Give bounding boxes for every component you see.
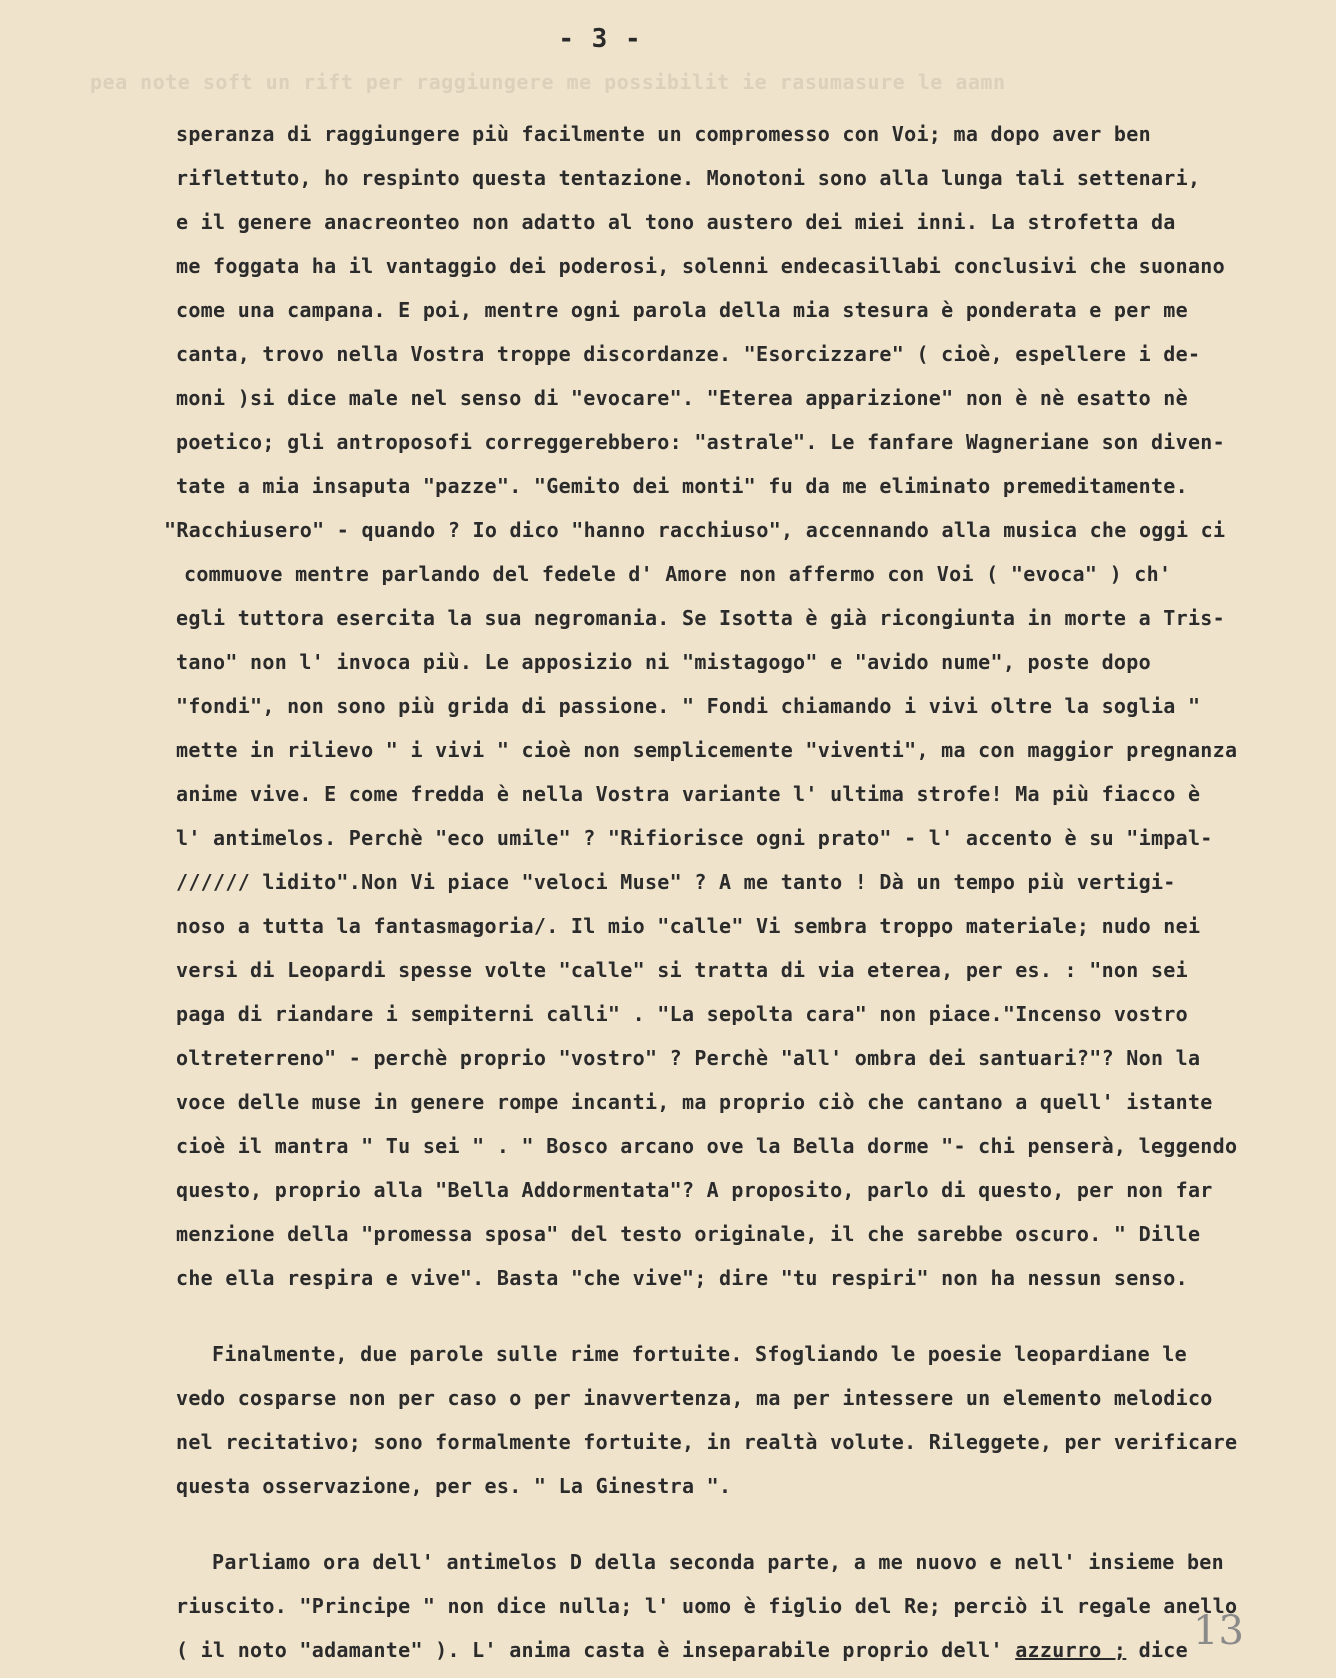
text-line: mette in rilievo " i vivi " cioè non semplicemente "viventi", ma con maggior pregnanza bbox=[176, 738, 1238, 762]
text-line: che ella respira e vive". Basta "che vive"; dire "tu respiri" non ha nessun senso. bbox=[176, 1266, 1188, 1290]
text-line: questo, proprio alla "Bella Addormentata"? A proposito, parlo di questo, per non far bbox=[176, 1178, 1213, 1202]
text-line: me foggata ha il vantaggio dei poderosi, solenni endecasillabi conclusivi che suonano bbox=[176, 254, 1225, 278]
text-line: tate a mia insaputa "pazze". "Gemito dei monti" fu da me eliminato premeditamente. bbox=[176, 474, 1188, 498]
text-line: moni )si dice male nel senso di "evocare". "Eterea apparizione" non è nè esatto nè bbox=[176, 386, 1188, 410]
text-line: speranza di raggiungere più facilmente un compromesso con Voi; ma dopo aver ben bbox=[176, 122, 1151, 146]
text-line: tano" non l' invoca più. Le apposizio ni "mistagogo" e "avido nume", poste dopo bbox=[176, 650, 1151, 674]
text-line: nel recitativo; sono formalmente fortuite, in realtà volute. Rileggete, per verificare bbox=[176, 1430, 1238, 1454]
body-text bbox=[164, 112, 1326, 1672]
text-line bbox=[176, 1628, 1326, 1672]
text-line: e il genere anacreonteo non adatto al tono austero dei miei inni. La strofetta da bbox=[176, 210, 1176, 234]
text-line: Finalmente, due parole sulle rime fortuite. Sfogliando le poesie leopardiane le bbox=[212, 1342, 1187, 1366]
text-line: Parliamo ora dell' antimelos D della seconda parte, a me nuovo e nell' insieme ben bbox=[212, 1550, 1224, 1574]
text-line: "Racchiusero" - quando ? Io dico "hanno racchiuso", accennando alla musica che oggi ci bbox=[164, 518, 1226, 542]
text-fragment: ( il noto "adamante" ). L' anima casta è inseparabile proprio dell' bbox=[176, 1638, 1003, 1662]
text-line: anime vive. E come fredda è nella Vostra variante l' ultima strofe! Ma più fiacco è bbox=[176, 782, 1201, 806]
text-line: noso a tutta la fantasmagoria/. Il mio "calle" Vi sembra troppo materiale; nudo nei bbox=[176, 914, 1201, 938]
text-line: menzione della "promessa sposa" del testo originale, il che sarebbe oscuro. " Dille bbox=[176, 1222, 1201, 1246]
text-line: voce delle muse in genere rompe incanti, ma proprio ciò che cantano a quell' istante bbox=[176, 1090, 1213, 1114]
text-line: ////// lidito".Non Vi piace "veloci Muse" ? A me tanto ! Dà un tempo più vertigi- bbox=[176, 870, 1176, 894]
text-line: cioè il mantra " Tu sei " . " Bosco arcano ove la Bella dorme "- chi penserà, leggendo bbox=[176, 1134, 1238, 1158]
text-line: riflettuto, ho respinto questa tentazione. Monotoni sono alla lunga tali settenari, bbox=[176, 166, 1201, 190]
text-line: commuove mentre parlando del fedele d' Amore non affermo con Voi ( "evoca" ) ch' bbox=[184, 562, 1172, 586]
text-line: l' antimelos. Perchè "eco umile" ? "Rifiorisce ogni prato" - l' accento è su "impal- bbox=[176, 826, 1213, 850]
handwritten-page-note: 13 bbox=[1193, 1608, 1244, 1654]
text-line: come una campana. E poi, mentre ogni parola della mia stesura è ponderata e per me bbox=[176, 298, 1188, 322]
text-line: paga di riandare i sempiterni calli" . "La sepolta cara" non piace."Incenso vostro bbox=[176, 1002, 1188, 1026]
underlined-word: azzurro ; bbox=[1015, 1638, 1127, 1662]
text-line: egli tuttora esercita la sua negromania. Se Isotta è già ricongiunta in morte a Tris- bbox=[176, 606, 1225, 630]
text-line: questa osservazione, per es. " La Ginestra ". bbox=[176, 1474, 732, 1498]
paragraph-gap bbox=[176, 1300, 1326, 1332]
text-line: riuscito. "Principe " non dice nulla; l' uomo è figlio del Re; perciò il regale anello bbox=[176, 1594, 1238, 1618]
text-line: vedo cosparse non per caso o per inavvertenza, ma per intessere un elemento melodico bbox=[176, 1386, 1213, 1410]
text-line: canta, trovo nella Vostra troppe discordanze. "Esorcizzare" ( cioè, espellere i de- bbox=[176, 342, 1201, 366]
paragraph-gap bbox=[176, 1508, 1326, 1540]
text-line: poetico; gli antroposofi correggerebbero: "astrale". Le fanfare Wagneriane son diven- bbox=[176, 430, 1225, 454]
text-line: versi di Leopardi spesse volte "calle" si tratta di via eterea, per es. : "non sei bbox=[176, 958, 1188, 982]
text-line: "fondi", non sono più grida di passione. " Fondi chiamando i vivi oltre la soglia " bbox=[176, 694, 1201, 718]
page-number: - 3 - bbox=[558, 24, 642, 54]
text-line: oltreterreno" - perchè proprio "vostro" ? Perchè "all' ombra dei santuari?"? Non la bbox=[176, 1046, 1201, 1070]
text-fragment: dice bbox=[1138, 1638, 1188, 1662]
bleed-through-text: pea note soft un rift per raggiungere me possibilit ie rasumasure le aamn bbox=[90, 70, 1006, 94]
